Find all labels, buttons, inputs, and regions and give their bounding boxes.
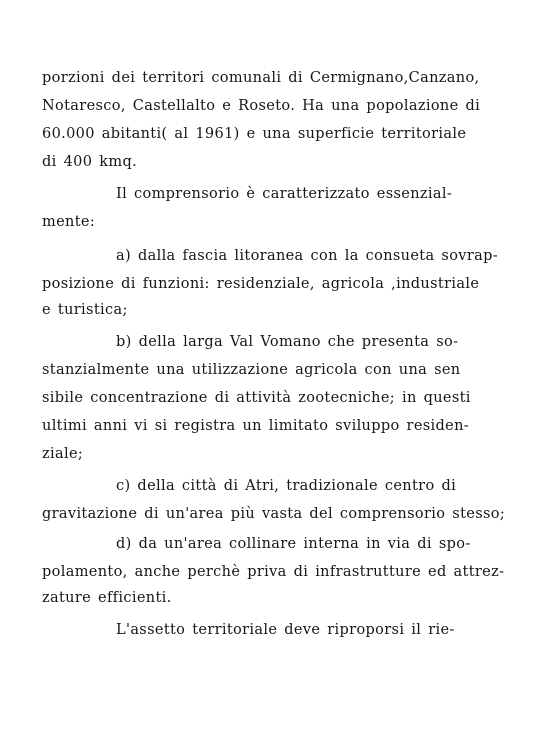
text-line: e turistica;	[42, 302, 128, 318]
text-line: polamento, anche perchè priva di infrastrutture ed attrez-	[42, 564, 505, 580]
text-line: zature efficienti.	[42, 590, 172, 606]
text-line: 60.000 abitanti( al 1961) e una superficie territoriale	[42, 126, 467, 142]
text-line: Notaresco, Castellalto e Roseto. Ha una popolazione di	[42, 98, 481, 114]
text-line: ultimi anni vi si registra un limitato sviluppo residen-	[42, 418, 470, 434]
text-line: porzioni dei territori comunali di Cermignano,Canzano,	[42, 70, 480, 86]
text-line: L'assetto territoriale deve riproporsi il rie-	[116, 622, 455, 638]
text-line: ziale;	[42, 446, 84, 462]
text-line: sibile concentrazione di attività zootecniche; in questi	[42, 390, 471, 406]
text-line: stanzialmente una utilizzazione agricola con una sen	[42, 362, 461, 378]
text-line: d) da un'area collinare interna in via di spo-	[116, 536, 471, 552]
text-line: c) della città di Atri, tradizionale centro di	[116, 478, 457, 494]
text-line: gravitazione di un'area più vasta del comprensorio stesso;	[42, 506, 506, 522]
text-line: Il comprensorio è caratterizzato essenzial-	[116, 186, 453, 202]
text-line: di 400 kmq.	[42, 154, 138, 170]
text-line: posizione di funzioni: residenziale, agricola ,industriale	[42, 276, 480, 292]
text-line: b) della larga Val Vomano che presenta so-	[116, 334, 459, 350]
text-line: a) dalla fascia litoranea con la consueta sovrap-	[116, 248, 499, 264]
text-line: mente:	[42, 214, 96, 230]
